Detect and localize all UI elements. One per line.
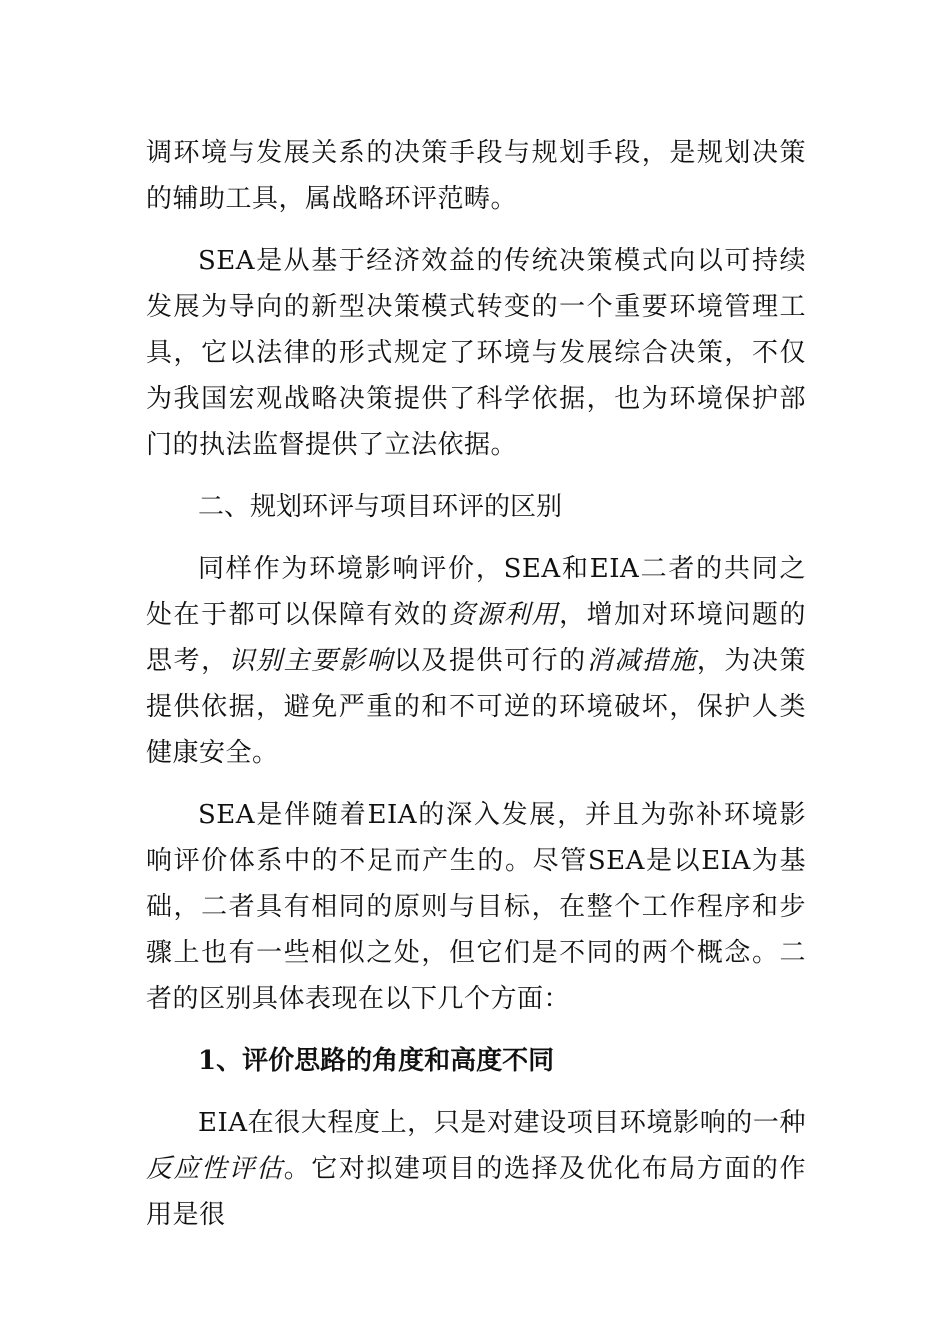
text-run: EIA在很大程度上，只是对建设项目环境影响的一种 — [198, 1108, 806, 1138]
paragraph-eia-reactive — [146, 1100, 806, 1238]
italic-term-resource-use: 资源利用 — [448, 600, 560, 630]
subsection-heading-1: 1、评价思路的角度和高度不同 — [198, 1046, 555, 1076]
italic-term-mitigation: 消减措施 — [586, 646, 697, 676]
paragraph-sea-eia-relation: SEA是伴随着EIA的深入发展，并且为弥补环境影响评价体系中的不足而产生的。尽管SEA是以EIA为基础，二者具有相同的原则与目标，在整个工作程序和步骤上也有一些相似之处，但它们是不同的两个概念。二者的区别具体表现在以下几个方面： — [146, 800, 806, 1014]
text-run: 。它对拟建项目的选择及优化布局方面的作用是很 — [146, 1154, 806, 1230]
document-page — [146, 130, 806, 1238]
text-run: 同样作为环境影响评价，SEA和EIA二者的共同之处在于都可以保障有效的 — [146, 554, 806, 630]
text-run: ，增加对环境问题的思考， — [146, 600, 806, 676]
italic-term-identify-impacts: 识别主要影响 — [228, 646, 394, 676]
section-heading-differences: 二、规划环评与项目环评的区别 — [198, 492, 563, 522]
text-run: ，为决策提供依据，避免严重的和不可逆的环境破坏，保护人类健康安全。 — [146, 646, 806, 768]
paragraph-continuation: 调环境与发展关系的决策手段与规划手段，是规划决策的辅助工具，属战略环评范畴。 — [146, 138, 806, 214]
italic-term-reactive-assessment: 反应性评估 — [146, 1154, 284, 1184]
paragraph-common-points — [146, 546, 806, 776]
text-run: 以及提供可行的 — [393, 646, 587, 676]
paragraph-sea-definition: SEA是从基于经济效益的传统决策模式向以可持续发展为导向的新型决策模式转变的一个重要环境管理工具，它以法律的形式规定了环境与发展综合决策，不仅为我国宏观战略决策提供了科学依据，也为环境保护部门的执法监督提供了立法依据。 — [146, 246, 806, 460]
